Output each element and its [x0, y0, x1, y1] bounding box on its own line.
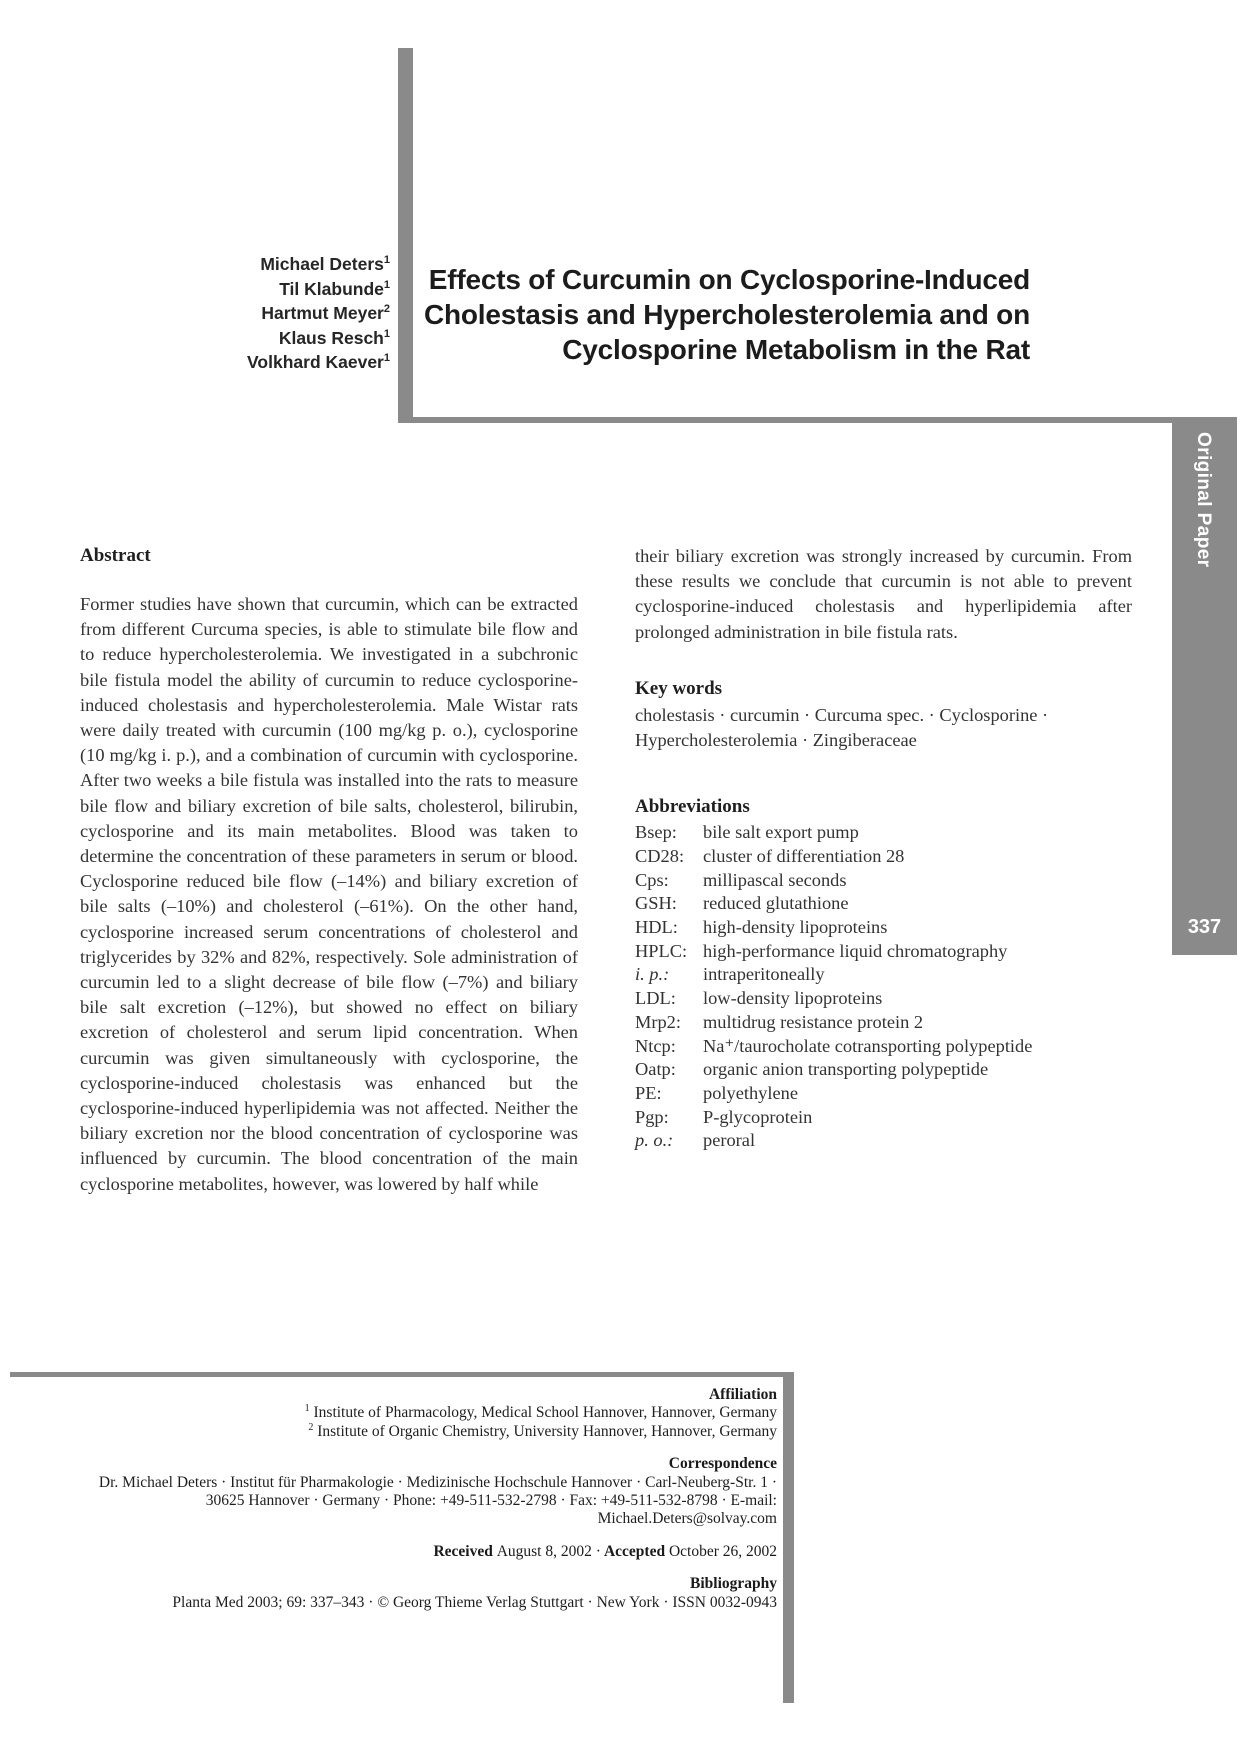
original-paper-sidebar: [1172, 417, 1237, 955]
article-title-line: Effects of Curcumin on Cyclosporine-Induced: [428, 264, 1030, 295]
abbreviation-row: [635, 1011, 1132, 1035]
abbreviation-definition: cluster of differentiation 28: [703, 845, 905, 866]
page-number: 337: [1187, 916, 1222, 938]
abbreviation-definition: peroral: [703, 1130, 756, 1151]
abbreviation-row: [635, 916, 1132, 940]
abbreviation-definition: multidrug resistance protein 2: [703, 1011, 924, 1032]
abbreviation-term: p. o.:: [635, 1130, 674, 1151]
author-name: [247, 326, 390, 351]
affiliation-line: [87, 1423, 777, 1441]
abstract-column: [80, 544, 578, 1197]
article-title: [424, 262, 1030, 367]
author-name-text: Michael Deters: [260, 254, 384, 274]
received-label: Received: [433, 1542, 493, 1560]
author-name-text: Volkhard Kaever: [247, 352, 384, 372]
abbreviation-term: Bsep:: [635, 822, 677, 843]
bibliography-text: Planta Med 2003; 69: 337–343 · © Georg Thieme Verlag Stuttgart · New York · ISSN 0032-0943: [172, 1593, 777, 1611]
abbreviation-row: [635, 1106, 1132, 1130]
author-footnote-marker: 1: [383, 352, 390, 365]
author-name-text: Til Klabunde: [279, 278, 384, 299]
abbreviations-heading: Abbreviations: [635, 796, 750, 818]
abbreviations-list: [635, 821, 1132, 1153]
title-bottom-rule: [398, 417, 1172, 423]
abbreviation-definition: Na⁺/taurocholate cotransporting polypeptide: [703, 1035, 1033, 1056]
author-footnote-marker: 1: [383, 327, 390, 340]
abbreviation-row: [635, 963, 1132, 987]
abbreviation-definition: organic anion transporting polypeptide: [703, 1059, 989, 1080]
abbreviation-definition: P-glycoprotein: [703, 1106, 813, 1127]
abbreviation-term: GSH:: [635, 893, 677, 914]
abbreviation-row: [635, 821, 1132, 845]
abbreviation-term: HDL:: [635, 917, 678, 938]
abbreviation-term: HPLC:: [635, 940, 688, 961]
author-name-text: Hartmut Meyer: [261, 303, 384, 323]
abbreviation-term: i. p.:: [635, 964, 670, 985]
abbreviation-definition: reduced glutathione: [703, 893, 849, 914]
abbreviation-row: [635, 1082, 1132, 1106]
affiliation-heading: Affiliation: [708, 1386, 777, 1403]
author-name: [247, 301, 390, 326]
abbreviation-definition: bile salt export pump: [703, 822, 859, 843]
abbreviation-term: PE:: [635, 1082, 662, 1103]
article-title-line: Cyclosporine Metabolism in the Rat: [562, 334, 1030, 365]
author-footnote-marker: 1: [383, 278, 390, 291]
abbreviation-row: [635, 869, 1132, 893]
abbreviation-definition: polyethylene: [703, 1082, 798, 1103]
author-name-text: Klaus Resch: [278, 327, 384, 348]
correspondence-text: Dr. Michael Deters · Institut für Pharmakologie · Medizinische Hochschule Hannover · Carl-Neuberg-Str. 1 · 30625 Hannover · Germany · Phone: +49-511-532-2798 · Fax: +49-511-532-8798 · E-mail: Michael.Deters@solvay.com: [98, 1473, 777, 1528]
correspondence-heading: Correspondence: [668, 1455, 777, 1473]
accepted-label: Accepted: [603, 1542, 666, 1560]
author-name: [247, 252, 390, 277]
abbreviation-row: [635, 845, 1132, 869]
author-list: [247, 252, 390, 375]
abbreviation-row: [635, 892, 1132, 916]
received-accepted-line: [87, 1543, 777, 1561]
affiliation-text: Institute of Organic Chemistry, University Hannover, Hannover, Germany: [317, 1422, 777, 1440]
abstract-heading: Abstract: [80, 545, 151, 566]
abbreviation-term: LDL:: [635, 988, 676, 1009]
keywords-text: cholestasis · curcumin · Curcuma spec. · Cyclosporine · Hypercholesterolemia · Zingiberaceae: [635, 704, 1049, 751]
right-column: [635, 544, 1132, 1153]
bibliography-heading: Bibliography: [690, 1575, 777, 1593]
affiliation-line: [87, 1404, 777, 1422]
abbreviation-definition: millipascal seconds: [703, 869, 847, 890]
abbreviation-row: [635, 1035, 1132, 1059]
abbreviation-term: Cps:: [635, 869, 669, 890]
abbreviation-term: Pgp:: [635, 1106, 669, 1127]
received-date: August 8, 2002: [496, 1542, 592, 1560]
title-left-bar: [398, 48, 413, 423]
author-name: [247, 277, 390, 302]
article-title-line: Cholestasis and Hypercholesterolemia and on: [423, 299, 1030, 330]
abbreviation-term: Ntcp:: [635, 1035, 676, 1056]
abbreviation-definition: low-density lipoproteins: [703, 988, 883, 1009]
abbreviation-term: Mrp2:: [635, 1011, 681, 1032]
separator-dot: ·: [595, 1542, 601, 1560]
accepted-date: October 26, 2002: [668, 1542, 777, 1560]
author-name: [247, 350, 390, 375]
abbreviation-definition: high-density lipoproteins: [703, 917, 888, 938]
affiliation-text: Institute of Pharmacology, Medical School Hannover, Hannover, Germany: [313, 1404, 777, 1422]
abbreviation-row: [635, 1058, 1132, 1082]
author-footnote-marker: 2: [383, 303, 390, 316]
footer-block: [87, 1386, 777, 1612]
keywords-heading: Key words: [635, 677, 723, 699]
abbreviation-term: Oatp:: [635, 1059, 676, 1080]
abbreviation-row: [635, 987, 1132, 1011]
abbreviation-term: CD28:: [635, 845, 685, 866]
footer-right-bar: [783, 1372, 794, 1703]
affiliation-footnote-marker: 1: [304, 1403, 310, 1415]
section-label: Original Paper: [1193, 432, 1214, 568]
abbreviation-row: [635, 1129, 1132, 1153]
abbreviation-row: [635, 940, 1132, 964]
abstract-text: Former studies have shown that curcumin, which can be extracted from different Curcuma species, is able to stimulate bile flow and to reduce hypercholesterolemia. We investigated in a subchronic bile fistula model the ability of curcumin to reduce cyclosporine-induced cholestasis and hypercholesterolemia. Male Wistar rats were daily treated with curcumin (100 mg/kg p. o.), cyclosporine (10 mg/kg i. p.), and a combination of curcumin with cyclosporine. After two weeks a bile fistula was installed into the rats to measure bile flow and biliary excretion of bile salts, cholesterol, bilirubin, cyclosporine and its main metabolites. Blood was taken to determine the concentration of these parameters in serum or blood. Cyclosporine reduced bile flow (–14%) and biliary excretion of bile salts (–10%) and cholesterol (–61%). On the other hand, cyclosporine increased serum concentrations of cholesterol and triglycerides by 32% and 82%, respectively. Sole administration of curcumin led to a slight decrease of bile flow (–7%) and biliary bile salt excretion (–12%), but showed no effect on biliary excretion of cholesterol and serum lipid concentration. When curcumin was given simultaneously with cyclosporine, the cyclosporine-induced cholestasis was enhanced but the cyclosporine-induced hyperlipidemia was not affected. Neither the biliary excretion nor the blood concentration of cyclosporine was influenced by curcumin. The blood concentration of the main cyclosporine metabolites, however, was lowered by half while: [80, 594, 578, 1194]
abbreviation-definition: intraperitoneally: [703, 964, 825, 985]
author-footnote-marker: 1: [383, 254, 390, 267]
affiliation-footnote-marker: 2: [308, 1421, 314, 1433]
abstract-continuation: their biliary excretion was strongly increased by curcumin. From these results we conclude that curcumin is not able to prevent cyclosporine-induced cholestasis and hyperlipidemia after prolonged administration in bile fistula rats.: [635, 546, 1132, 642]
footer-top-rule: [10, 1372, 794, 1377]
abbreviation-definition: high-performance liquid chromatography: [703, 940, 1008, 961]
